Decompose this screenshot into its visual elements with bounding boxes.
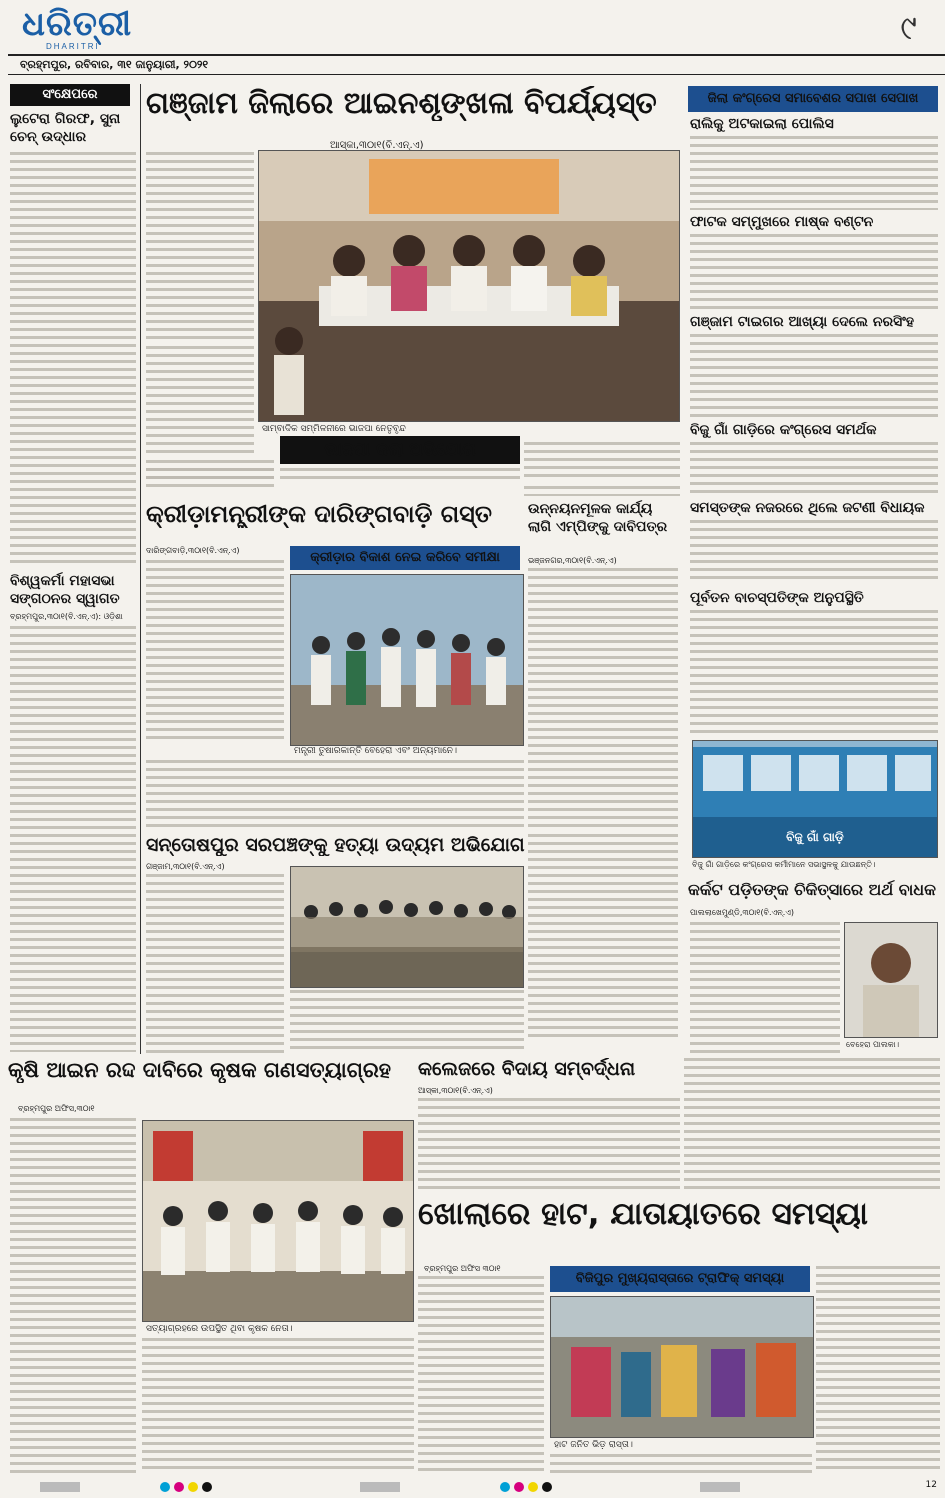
cancer-body-left: [690, 922, 840, 1054]
newspaper-logo: ଧରିତ୍ରୀ: [22, 4, 133, 44]
college-headline: କଲେଜରେ ବିଦାୟ ସମ୍ବର୍ଦ୍ଧନା: [418, 1058, 636, 1080]
black-mark: [202, 1482, 212, 1492]
black-mark-2: [542, 1482, 552, 1492]
market-traffic-photo: [550, 1296, 814, 1438]
cancer-patient-photo-graphic: [845, 923, 937, 1037]
magenta-mark: [174, 1482, 184, 1492]
main-story-body-left: [146, 152, 254, 342]
main-dateline: ଆସ୍କା,୩୦ା୧(ବି.ଏନ୍.ଏ): [330, 140, 424, 151]
sarpanch-protest-photo-graphic: [291, 867, 523, 987]
congress-item-1-body: [690, 136, 938, 210]
press-meet-photo-graphic: [259, 151, 679, 421]
market-body-right: [816, 1266, 940, 1474]
column-divider-left: [140, 84, 141, 1054]
sarpanch-headline: ସନ୍ତୋଷପୁର ସରପଞ୍ଚଙ୍କୁ ହତ୍ୟା ଉଦ୍ୟମ ଅଭିଯୋଗ: [146, 834, 525, 856]
press-meet-photo: [258, 150, 680, 422]
main-story-right-col: [524, 486, 680, 496]
congress-item-6-headline: ପୂର୍ବତନ ବାଚସ୍ପତିଙ୍କ ଅନୁପସ୍ଥିତି: [690, 590, 864, 606]
briefs-story2-dateline: ବ୍ରହ୍ମପୁର,୩୦ା୧(ବି.ଏନ୍.ଏ): ଓଡ଼ିଶା: [10, 612, 123, 621]
congress-item-4-headline: ବିଜୁ ଗାଁ ଗାଡ଼ିରେ କଂଗ୍ରେସ ସମର୍ଥକ: [690, 422, 877, 438]
congress-item-5-body: [690, 520, 938, 584]
page-number: ୯: [900, 8, 917, 48]
dateline: ବ୍ରହ୍ମପୁର, ରବିବାର, ୩୧ ଜାନୁୟାରୀ, ୨୦୨୧: [8, 54, 945, 75]
sarpanch-protest-photo: [290, 866, 524, 988]
development-dateline: ଭଞ୍ଜନଗର,୩୦ା୧(ବି.ଏନ୍.ଏ): [528, 556, 617, 565]
cancer-dateline: ପାଲଲାଖେମୁଣ୍ଡି,୩୦ା୧(ବି.ଏନ୍.ଏ): [690, 908, 794, 917]
main-headline: ଗଞ୍ଜାମ ଜିଲାରେ ଆଇନଶୃଙ୍ଖଳା ବିପର୍ଯ୍ୟସ୍ତ: [146, 86, 657, 121]
briefs-story2-headline: ବିଶ୍ୱକର୍ମା ମହାସଭା ସଙ୍ଗଠନର ସ୍ୱାଗତ: [10, 573, 120, 607]
press-meet-photo-caption: ସାମ୍ବାଦିକ ସମ୍ମିଳନୀରେ ଭାଜପା ନେତୃବୃନ୍ଦ: [262, 424, 406, 434]
development-headline: ଉନ୍ନୟନମୂଳକ କାର୍ଯ୍ୟ ଲାଗି ଏମ୍ପିଙ୍କୁ ଦାବିପତ୍ର: [528, 501, 668, 535]
cancer-patient-photo: [844, 922, 938, 1038]
congress-section-header: ଜିଲା କଂଗ୍ରେସ ସମାବେଶର ସପାଖ ସେପାଖ: [688, 86, 938, 112]
sports-dateline: ଦାରିଙ୍ଗବାଡ଼ି,୩୦ା୧(ବି.ଏନ୍.ଏ): [146, 546, 240, 555]
briefs-story1-headline: ଲୁଟେରା ଗିରଫ, ସୁନା ଚେନ୍ ଉଦ୍ଧାର: [10, 111, 121, 145]
briefs-story2-body: [10, 626, 136, 1052]
yellow-mark-2: [528, 1482, 538, 1492]
congress-item-3-headline: ଗଞ୍ଜାମ ଟାଇଗର ଆଖ୍ୟା ଦେଲେ ନରସିଂହ: [690, 314, 914, 330]
cyan-mark-2: [500, 1482, 510, 1492]
college-previous-body: [528, 834, 678, 1042]
market-photo-caption: ହାଟ ଜନିତ ଭିଡ଼ ରାସ୍ତା।: [554, 1440, 633, 1450]
market-headline: ଖୋଲାରେ ହାଟ, ଯାତାୟାତରେ ସମସ୍ୟା: [418, 1196, 868, 1232]
registration-mark-2: [360, 1482, 400, 1492]
congress-item-1-headline: ରାଲିକୁ ଅଟକାଇଲା ପୋଲିସ: [690, 116, 834, 132]
farmer-satyagraha-photo: [142, 1120, 414, 1322]
market-subhead: ବିଜିପୁର ମୁଖ୍ୟରାସ୍ତାରେ ଟ୍ରାଫିକ୍ ସମସ୍ୟା: [550, 1266, 810, 1292]
farmer-body-bottom: [142, 1338, 414, 1474]
college-body: [418, 1098, 680, 1192]
farmer-dateline: ବ୍ରହ୍ମପୁର ଅଫିସ,୩୦ା୧: [18, 1104, 95, 1113]
market-dateline: ବ୍ରହ୍ମପୁର ଅଫିସ ୩୦ା୧: [424, 1264, 501, 1273]
registration-mark: [40, 1482, 80, 1492]
development-body: [528, 568, 678, 830]
newspaper-logo-subtitle: DHARITRI: [46, 42, 100, 51]
sports-body-left: [146, 560, 284, 742]
page-marker: 12: [925, 1480, 937, 1490]
cancer-headline: କର୍କଟ ପଡ଼ିତଙ୍କ ଚିକିତ୍ସାରେ ଅର୍ଥ ବାଧକ: [688, 880, 936, 899]
main-subhead: ଭାଜପା କଲା ଅଭିଯୋଗ: [280, 436, 520, 464]
farmer-satyagraha-photo-graphic: [143, 1121, 413, 1321]
farmer-photo-caption: ସତ୍ୟାଗ୍ରହରେ ଉପସ୍ଥିତ ଥିବା କୃଷକ ନେତା।: [146, 1324, 293, 1334]
market-body-left: [418, 1276, 544, 1474]
print-registration-footer: [0, 1478, 945, 1498]
farmer-headline: କୃଷି ଆଇନ ରଦ୍ଦ ଦାବିରେ କୃଷକ ଗଣସତ୍ୟାଗ୍ରହ: [8, 1058, 391, 1082]
magenta-mark-2: [514, 1482, 524, 1492]
college-dateline: ଆସ୍କା,୩୦ା୧(ବି.ଏନ୍.ଏ): [418, 1086, 493, 1095]
sports-photo-caption: ମନ୍ତ୍ରୀ ତୁଷାରକାନ୍ତି ବେହେରା ଏବଂ ଅନ୍ୟମାନେ।: [294, 746, 458, 756]
bus-photo-caption: ବିଜୁ ଗାଁ ଗାଡ଼ିରେ କଂଗ୍ରେସ କର୍ମୀମାନେ ସଭାସ୍ଥଳକୁ ଯାଉଛନ୍ତି।: [692, 860, 876, 869]
masthead: [0, 0, 945, 74]
sports-minister-photo: [290, 574, 524, 746]
main-story-body-col4: [524, 442, 680, 482]
market-body-below-photo: [550, 1454, 812, 1474]
congress-item-2-body: [690, 234, 938, 310]
sarpanch-dateline: ଗଞ୍ଜାମ,୩୦ା୧(ବି.ଏନ୍.ଏ): [146, 862, 225, 871]
congress-item-5-headline: ସମସ୍ତଙ୍କ ନଜରରେ ଥିଲେ ଜଟଣୀ ବିଧାୟକ: [690, 500, 925, 516]
bus-sign-text: ବିଜୁ ଗାଁ ଗାଡ଼ି: [786, 830, 844, 844]
cancer-body-bottom: [684, 1058, 940, 1192]
sports-subhead: କ୍ରୀଡ଼ାର ବିକାଶ ନେଇ କରିବେ ସମୀକ୍ଷା: [290, 546, 520, 570]
section-label-briefs: ସଂକ୍ଷେପରେ: [10, 84, 130, 106]
congress-item-2-headline: ଫାଟକ ସମ୍ମୁଖରେ ମାଷ୍କ ବଣ୍ଟନ: [690, 214, 874, 230]
sarpanch-body-right: [290, 990, 524, 1054]
main-story-body-lower-left: [146, 346, 254, 456]
sports-body-lower: [146, 760, 524, 830]
congress-item-4-body: [690, 442, 938, 496]
main-story-body-col2: [146, 468, 274, 488]
cancer-photo-caption: ବେହେରା ପାଲକା।: [846, 1040, 900, 1049]
sports-headline: କ୍ରୀଡ଼ାମନ୍ତ୍ରୀଙ୍କ ଦାରିଙ୍ଗବାଡ଼ି ଗସ୍ତ: [146, 500, 492, 528]
farmer-body-left: [10, 1118, 136, 1474]
congress-item-3-body: [690, 334, 938, 418]
yellow-mark: [188, 1482, 198, 1492]
main-story-body-col3: [280, 468, 520, 484]
briefs-story1-body: [10, 152, 136, 568]
sarpanch-body-left: [146, 874, 284, 1054]
cyan-mark: [160, 1482, 170, 1492]
sports-minister-photo-graphic: [291, 575, 523, 745]
registration-mark-3: [700, 1482, 740, 1492]
market-traffic-photo-graphic: [551, 1297, 813, 1437]
congress-item-6-body: [690, 610, 938, 734]
